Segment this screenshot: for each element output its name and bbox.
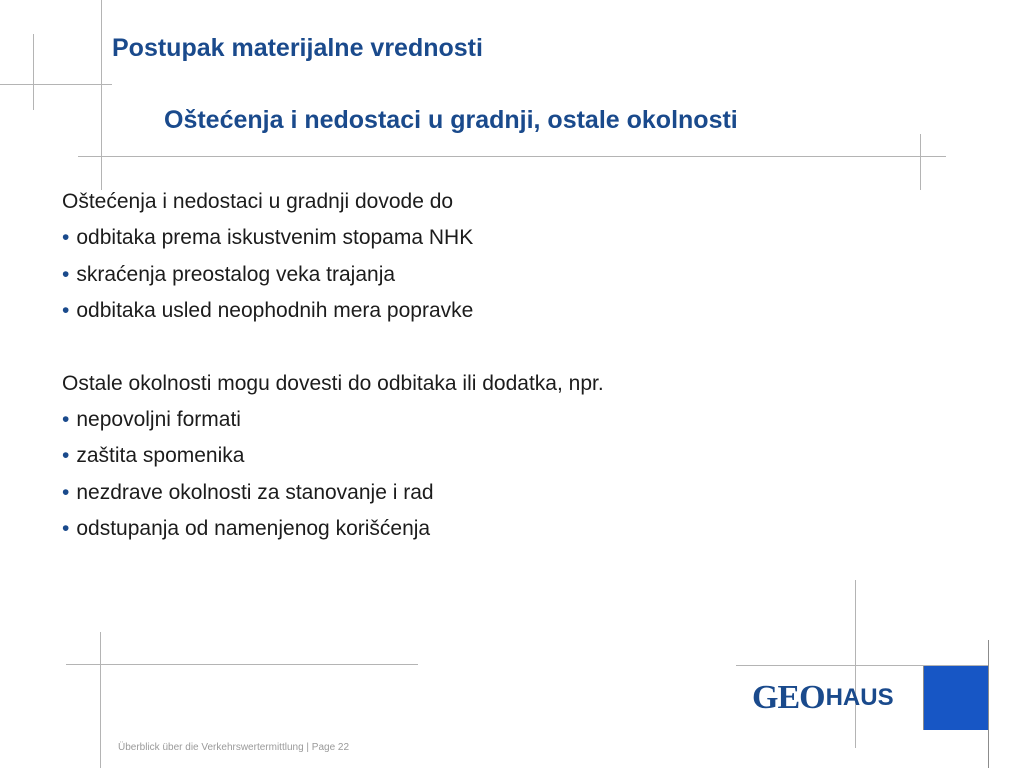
list-item-text: odstupanja od namenjenog korišćenja (76, 517, 431, 540)
logo-geo-text: GEO (752, 679, 825, 716)
bullet-list (62, 220, 882, 330)
list-item-text: odbitaka prema iskustvenim stopama NHK (76, 226, 474, 249)
block-construction-defects (62, 184, 882, 330)
list-item (62, 257, 882, 294)
logo-accent-square (923, 666, 988, 730)
grid-line-top-right-vertical (920, 134, 921, 190)
list-item (62, 402, 882, 439)
bullet-icon: • (62, 444, 70, 467)
bullet-list (62, 402, 882, 548)
list-item-text: skraćenja preostalog veka trajanja (76, 262, 396, 286)
list-item (62, 293, 882, 330)
grid-line-top-vertical (101, 0, 102, 190)
list-item-text: zaštita spomenika (76, 444, 245, 467)
list-item (62, 511, 882, 548)
bullet-icon: • (62, 262, 70, 286)
grid-line-top-left-vertical (33, 34, 34, 110)
slide-content (62, 184, 882, 548)
slide-subtitle: Oštećenja i nedostaci u gradnji, ostale okolnosti (164, 106, 738, 134)
bullet-icon: • (62, 517, 70, 540)
footer-page-info: Überblick über die Verkehrswertermittlung | Page 22 (118, 742, 350, 753)
grid-line-top-left-horizontal (0, 84, 112, 85)
geohaus-logo (752, 680, 894, 716)
bullet-icon: • (62, 226, 70, 249)
grid-line-bottom-right-vertical (855, 580, 856, 748)
grid-line-edge-right-vertical (988, 640, 989, 768)
block-intro: Oštećenja i nedostaci u gradnji dovode do (62, 190, 454, 213)
list-item (62, 438, 882, 475)
list-item-text: nepovoljni formati (76, 407, 241, 431)
grid-line-bottom-left-vertical (100, 632, 101, 768)
grid-line-bottom-left-horizontal (66, 664, 418, 665)
list-item (62, 475, 882, 512)
grid-line-header-horizontal (78, 156, 946, 157)
slide-title: Postupak materijalne vrednosti (112, 34, 483, 62)
list-item-text: nezdrave okolnosti za stanovanje i rad (76, 480, 434, 504)
bullet-icon: • (62, 480, 70, 504)
block-other-circumstances (62, 366, 882, 548)
bullet-icon: • (62, 407, 70, 431)
bullet-icon: • (62, 299, 70, 322)
list-item (62, 220, 882, 257)
block-intro: Ostale okolnosti mogu dovesti do odbitaka ili dodatka, npr. (62, 371, 604, 395)
list-item-text: odbitaka usled neophodnih mera popravke (76, 299, 474, 322)
logo-haus-text: HAUS (825, 684, 894, 711)
